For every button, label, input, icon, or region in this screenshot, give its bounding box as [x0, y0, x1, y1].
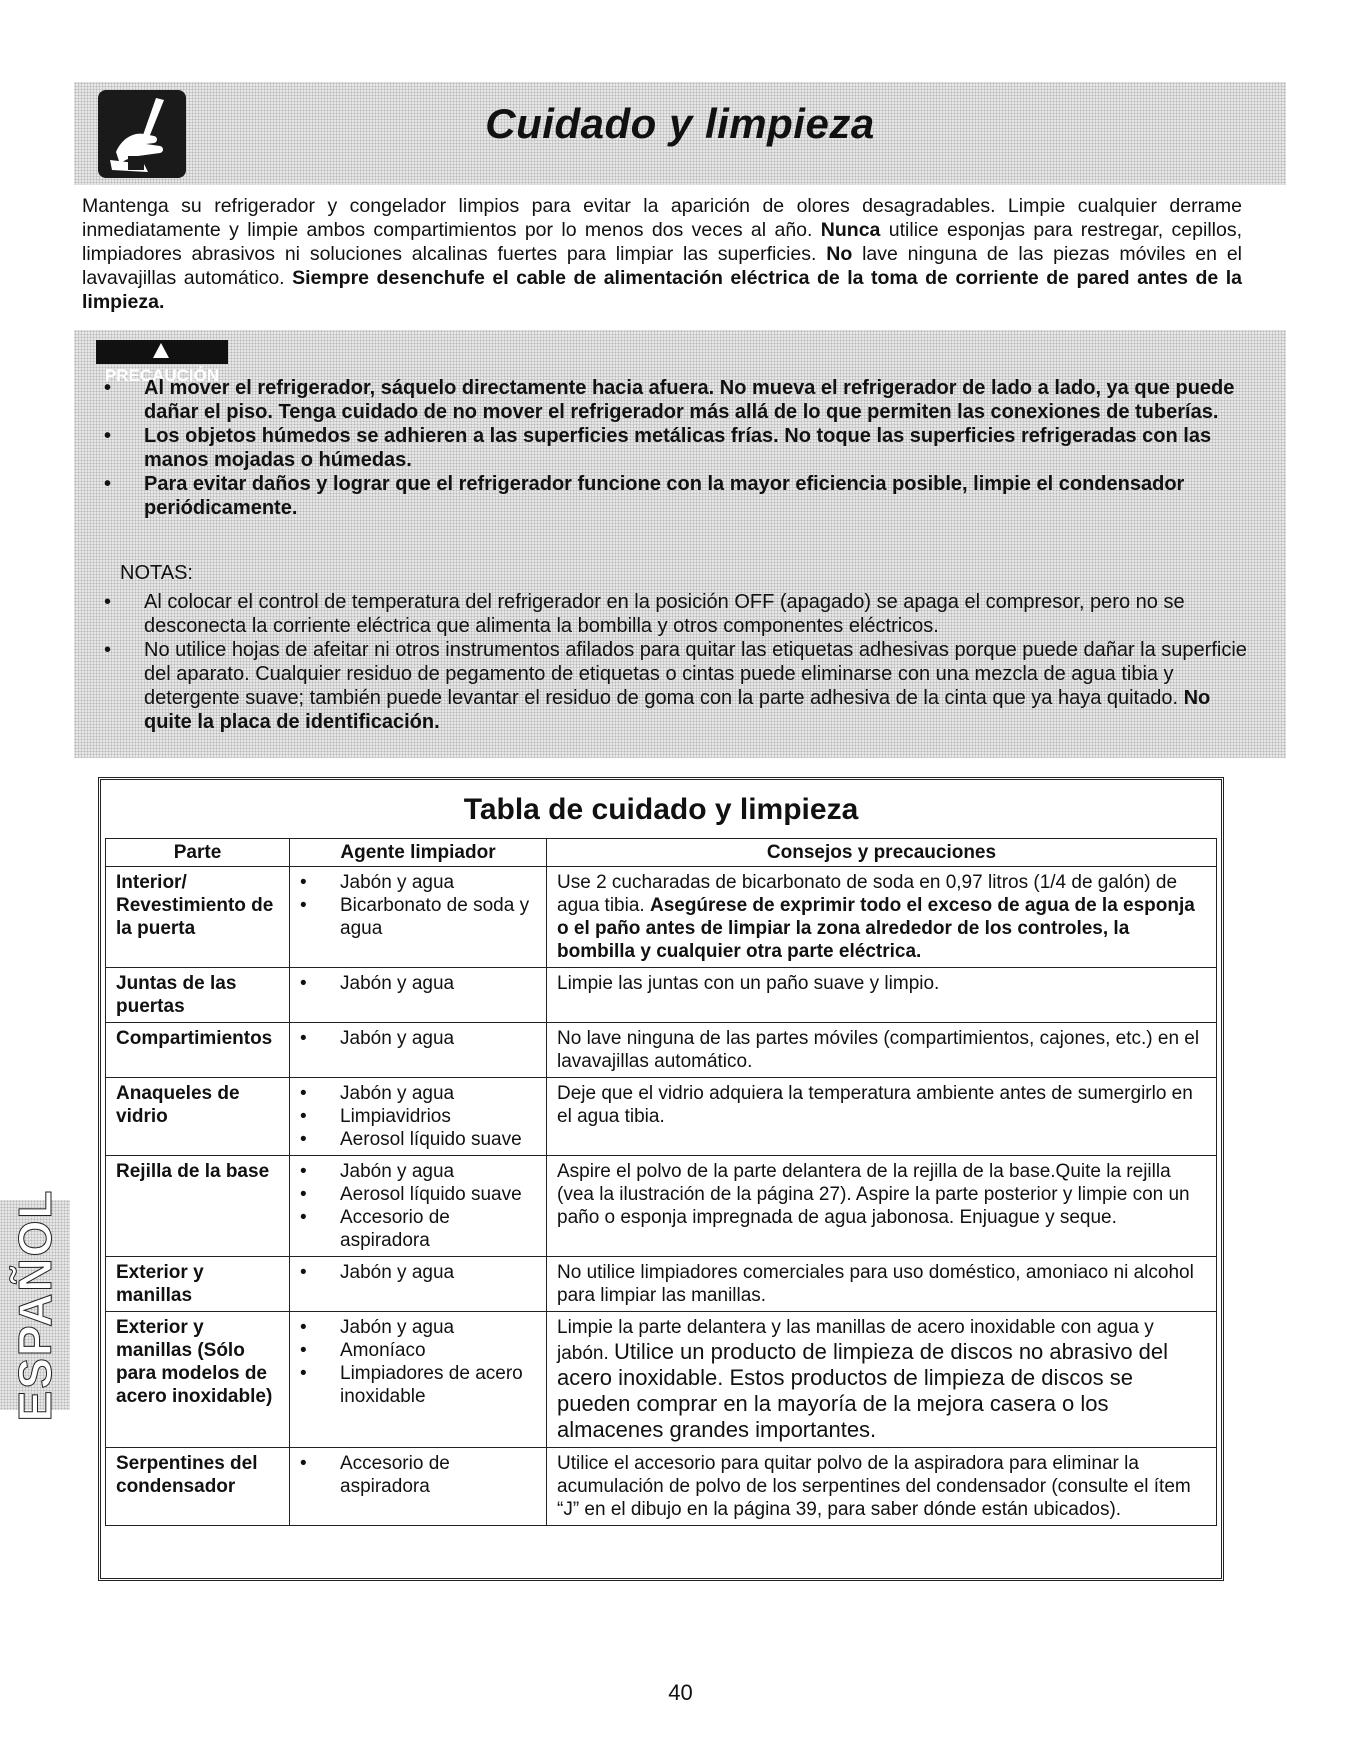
table-row [106, 1312, 1217, 1448]
table-cell-part: Exterior y manillas [106, 1257, 290, 1312]
table-cell-agent [290, 1257, 547, 1312]
tips-text: Aspire el polvo de la parte delantera de la rejilla de la base.Quite la rejilla (vea la ilustración de la página 27). Aspire la parte posterior y limpie con un paño o esponja impregnada de agua jabonosa. Enjuague y seque. [557, 1161, 1190, 1228]
agent-item: • Jabón y agua [300, 972, 536, 995]
agent-item: • Accesorio de aspiradora [300, 1452, 536, 1498]
table-row [106, 867, 1217, 968]
table-cell-tips [547, 867, 1217, 968]
language-side-tab [0, 1188, 70, 1422]
agent-item: • Accesorio de aspiradora [300, 1206, 536, 1252]
tips-text: Limpie la parte delantera y las manillas de acero inoxidable con agua y jabón. [557, 1317, 1154, 1364]
intro-paragraph [82, 194, 1242, 314]
agent-item: • Aerosol líquido suave [300, 1128, 536, 1151]
intro-bold-warning: Siempre desenchufe el cable de alimentación eléctrica de la toma de corriente de pared antes de la limpieza. [82, 267, 1242, 313]
intro-text-1: Mantenga su refrigerador y congelador limpios para evitar la aparición de olores desagradables. Limpie cualquier derrame inmediatamente y limpie ambos compartimientos por lo menos dos veces al año. [82, 195, 1242, 241]
agent-item: • Aerosol líquido suave [300, 1183, 536, 1206]
agent-list [300, 1160, 536, 1252]
note-item: • Al colocar el control de temperatura del refrigerador en la posición OFF (apagado) se apaga el compresor, pero no se desconecta la corriente eléctrica que alimenta la bombilla y otros componentes eléctricos. [88, 590, 1263, 638]
column-header-part: Parte [106, 839, 290, 867]
intro-bold-nunca: Nunca [820, 219, 881, 241]
table-cell-tips [547, 1023, 1217, 1078]
agent-item: • Jabón y agua [300, 1082, 536, 1105]
tips-text: Utilice el accesorio para quitar polvo de la aspiradora para eliminar la acumulación de polvo de los serpentines del condensador (consulte el ítem “J” en el dibujo en la página 39, para saber dónde están ubicados). [557, 1453, 1191, 1520]
tips-text: Use 2 cucharadas de bicarbonato de soda en 0,97 litros (1/4 de galón) de agua tibia. [557, 872, 1178, 916]
page-number: 40 [668, 1680, 693, 1705]
tips-text: Limpie las juntas con un paño suave y limpio. [557, 973, 940, 994]
caution-item: • Los objetos húmedos se adhieren a las superficies metálicas frías. No toque las superficies refrigeradas con las manos mojadas o húmedas. [88, 424, 1263, 472]
agent-list [300, 1316, 536, 1408]
agent-item: • Jabón y agua [300, 871, 536, 894]
agent-list [300, 1261, 536, 1284]
caution-item: • Al mover el refrigerador, sáquelo directamente hacia afuera. No mueva el refrigerador de lado a lado, ya que puede dañar el piso. Tenga cuidado de no mover el refrigerador más allá de lo que permiten las conexiones de tuberías. [88, 376, 1263, 424]
table-cell-part: Juntas de las puertas [106, 968, 290, 1023]
language-side-tab-label: ESPAÑOL [9, 1188, 61, 1422]
table-cell-part: Serpentines del condensador [106, 1448, 290, 1526]
table-cell-tips [547, 1078, 1217, 1156]
table-cell-tips [547, 968, 1217, 1023]
agent-list [300, 1452, 536, 1498]
agent-item: • Jabón y agua [300, 1316, 536, 1339]
table-row [106, 1078, 1217, 1156]
column-header-tips: Consejos y precauciones [547, 839, 1217, 867]
caution-badge-label: PRECAUCIÓN [104, 366, 220, 385]
table-cell-tips [547, 1257, 1217, 1312]
table-cell-tips [547, 1312, 1217, 1448]
note-item [88, 638, 1263, 734]
table-cell-agent [290, 1078, 547, 1156]
column-header-agent: Agente limpiador [290, 839, 547, 867]
table-cell-part: Interior/ Revestimiento de la puerta [106, 867, 290, 968]
table-cell-agent [290, 867, 547, 968]
agent-item: • Limpiadores de acero inoxidable [300, 1362, 536, 1408]
table-row [106, 1156, 1217, 1257]
caution-list [88, 376, 1263, 520]
tips-text: No utilice limpiadores comerciales para uso doméstico, amoniaco ni alcohol para limpiar las manillas. [557, 1262, 1194, 1306]
tips-text: No lave ninguna de las partes móviles (compartimientos, cajones, etc.) en el lavavajillas automático. [557, 1028, 1200, 1072]
care-table [105, 838, 1217, 1526]
table-cell-part: Exterior y manillas (Sólo para modelos de acero inoxidable) [106, 1312, 290, 1448]
intro-text-2: utilice esponjas para restregar, cepillos, limpiadores abrasivos ni soluciones alcalinas fuertes para limpiar las superficies. [82, 219, 1242, 265]
header-banner [74, 82, 1286, 185]
agent-item: • Amoníaco [300, 1339, 536, 1362]
table-cell-tips [547, 1448, 1217, 1526]
table-cell-agent [290, 1023, 547, 1078]
notes-box [74, 552, 1286, 758]
table-header-row [106, 839, 1217, 867]
agent-item: • Jabón y agua [300, 1027, 536, 1050]
table-cell-agent [290, 1448, 547, 1526]
intro-bold-no: No [826, 243, 853, 265]
agent-item: • Limpiavidrios [300, 1105, 536, 1128]
agent-list [300, 871, 536, 940]
tips-bold: Asegúrese de exprimir todo el exceso de agua de la esponja o el paño antes de limpiar la zona alrededor de los controles, la bombilla y cualquier otra parte eléctrica. [557, 895, 1195, 962]
agent-item: • Jabón y agua [300, 1160, 536, 1183]
table-row [106, 1023, 1217, 1078]
note-item-text: No utilice hojas de afeitar ni otros instrumentos afilados para quitar las etiquetas adhesivas porque puede dañar la superficie del aparato. Cualquier residuo de pegamento de etiquetas o cintas puede eliminarse con una mezcla de agua tibia y detergente suave; también puede levantar el residuo de goma con la parte adhesiva de la cinta que ya haya quitado. [144, 639, 1247, 709]
agent-list [300, 1027, 536, 1050]
table-body [106, 867, 1217, 1526]
table-row [106, 1448, 1217, 1526]
table-cell-part: Compartimientos [106, 1023, 290, 1078]
note-item-bold: No quite la placa de identificación. [144, 687, 1211, 733]
table-cell-tips [547, 1156, 1217, 1257]
agent-list [300, 972, 536, 995]
caution-badge [96, 340, 228, 385]
notes-title: NOTAS: [120, 562, 193, 584]
notes-list [88, 590, 1263, 734]
table-cell-part: Anaqueles de vidrio [106, 1078, 290, 1156]
table-row [106, 1257, 1217, 1312]
page-title: Cuidado y limpieza [485, 100, 875, 147]
table-cell-agent [290, 1312, 547, 1448]
intro-text-3: lave ninguna de las piezas móviles en el lavavajillas automático. [82, 243, 1242, 289]
agent-item: • Jabón y agua [300, 1261, 536, 1284]
table-row [106, 968, 1217, 1023]
tips-text: Deje que el vidrio adquiera la temperatura ambiente antes de sumergirlo en el agua tibia. [557, 1083, 1193, 1127]
caution-box [74, 330, 1286, 552]
care-table-frame [98, 777, 1224, 1581]
table-cell-part: Rejilla de la base [106, 1156, 290, 1257]
table-cell-agent [290, 968, 547, 1023]
agent-list [300, 1082, 536, 1151]
tips-large-text: Utilice un producto de limpieza de discos no abrasivo del acero inoxidable. Estos productos de limpieza de discos se pueden comprar en la mayoría de la mejora casera o los almacenes grandes importantes. [557, 1339, 1169, 1442]
table-cell-agent [290, 1156, 547, 1257]
warning-triangle-icon [153, 343, 169, 358]
caution-item: • Para evitar daños y lograr que el refrigerador funcione con la mayor eficiencia posible, limpie el condensador periódicamente. [88, 472, 1263, 520]
agent-item: • Bicarbonato de soda y agua [300, 894, 536, 940]
table-title: Tabla de cuidado y limpieza [463, 793, 859, 826]
